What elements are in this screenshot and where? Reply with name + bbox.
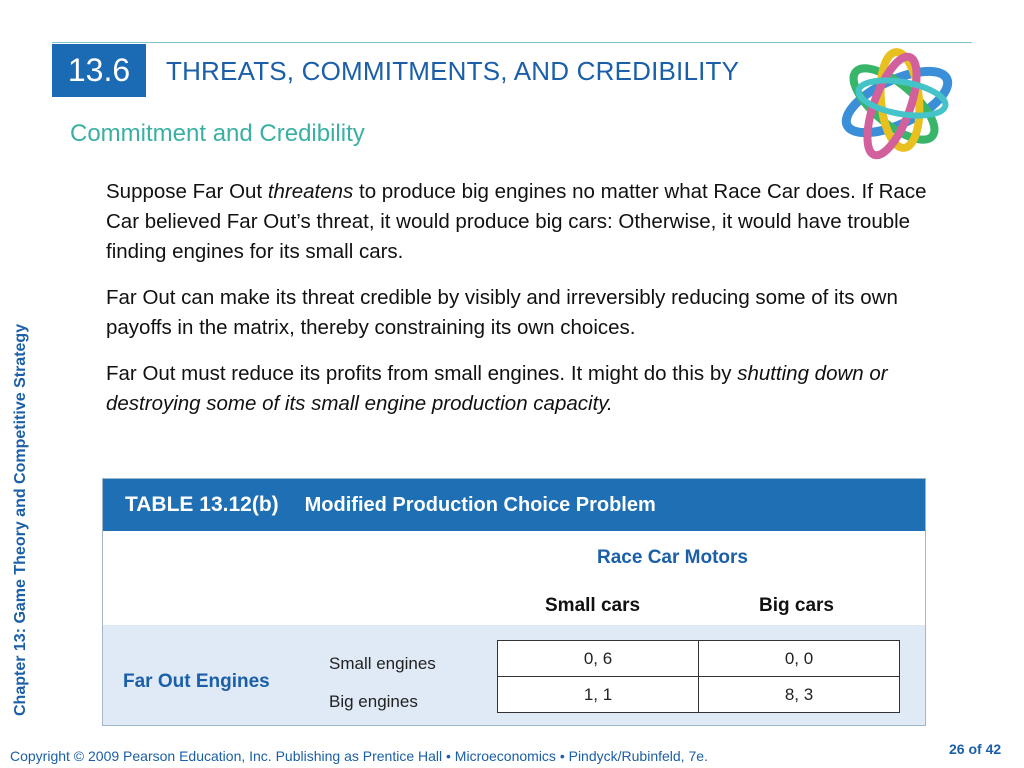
payoff-matrix xyxy=(497,640,900,713)
page-number: 26 of 42 xyxy=(949,741,1002,757)
chapter-side-label: Chapter 13: Game Theory and Competitive Strategy xyxy=(12,323,29,716)
body-text xyxy=(106,177,946,435)
row-label-big-engines: Big engines xyxy=(329,692,418,711)
column-player-label: Race Car Motors xyxy=(597,547,748,568)
p1-text-start: Suppose Far Out xyxy=(106,180,268,203)
paragraph-2: Far Out can make its threat credible by visibly and irreversibly reducing some of its own payoffs in the matrix, thereby constraining its own choices. xyxy=(106,286,898,339)
table-header xyxy=(103,479,925,531)
payoff-cell: 0, 6 xyxy=(498,641,699,677)
p1-text-end: to produce big engines no matter what Race Car does. If Race Car believed Far Out’s threat, it would produce big cars: Otherwise, it would have trouble finding engines for its small cars. xyxy=(106,180,927,263)
row-player-label: Far Out Engines xyxy=(123,671,270,692)
table-row xyxy=(498,677,900,713)
p3-emphasis: shutting down or destroying some of its small engine production capacity. xyxy=(106,362,888,415)
row-label-small-engines: Small engines xyxy=(329,654,436,673)
payoff-cell: 0, 0 xyxy=(699,641,900,677)
table-number: TABLE 13.12(b) xyxy=(125,493,279,516)
column-label-big-cars: Big cars xyxy=(759,595,834,616)
copyright-footer: Copyright © 2009 Pearson Education, Inc. Publishing as Prentice Hall • Microeconomics • Pindyck/Rubinfeld, 7e. xyxy=(10,748,708,764)
section-title: THREATS, COMMITMENTS, AND CREDIBILITY xyxy=(166,56,740,86)
payoff-table xyxy=(102,478,926,726)
section-number: 13.6 xyxy=(52,44,146,97)
table-row xyxy=(498,641,900,677)
column-label-small-cars: Small cars xyxy=(545,595,641,616)
paragraph-1 xyxy=(106,177,946,267)
rings-logo-icon xyxy=(822,40,972,170)
table-title: Modified Production Choice Problem xyxy=(304,493,656,516)
p1-emphasis: threatens xyxy=(267,180,354,203)
payoff-cell: 1, 1 xyxy=(498,677,699,713)
slide-subtitle: Commitment and Credibility xyxy=(70,120,365,147)
p3-text-start: Far Out must reduce its profits from small engines. It might do this by xyxy=(106,362,738,385)
paragraph-3 xyxy=(106,359,946,419)
payoff-cell: 8, 3 xyxy=(699,677,900,713)
